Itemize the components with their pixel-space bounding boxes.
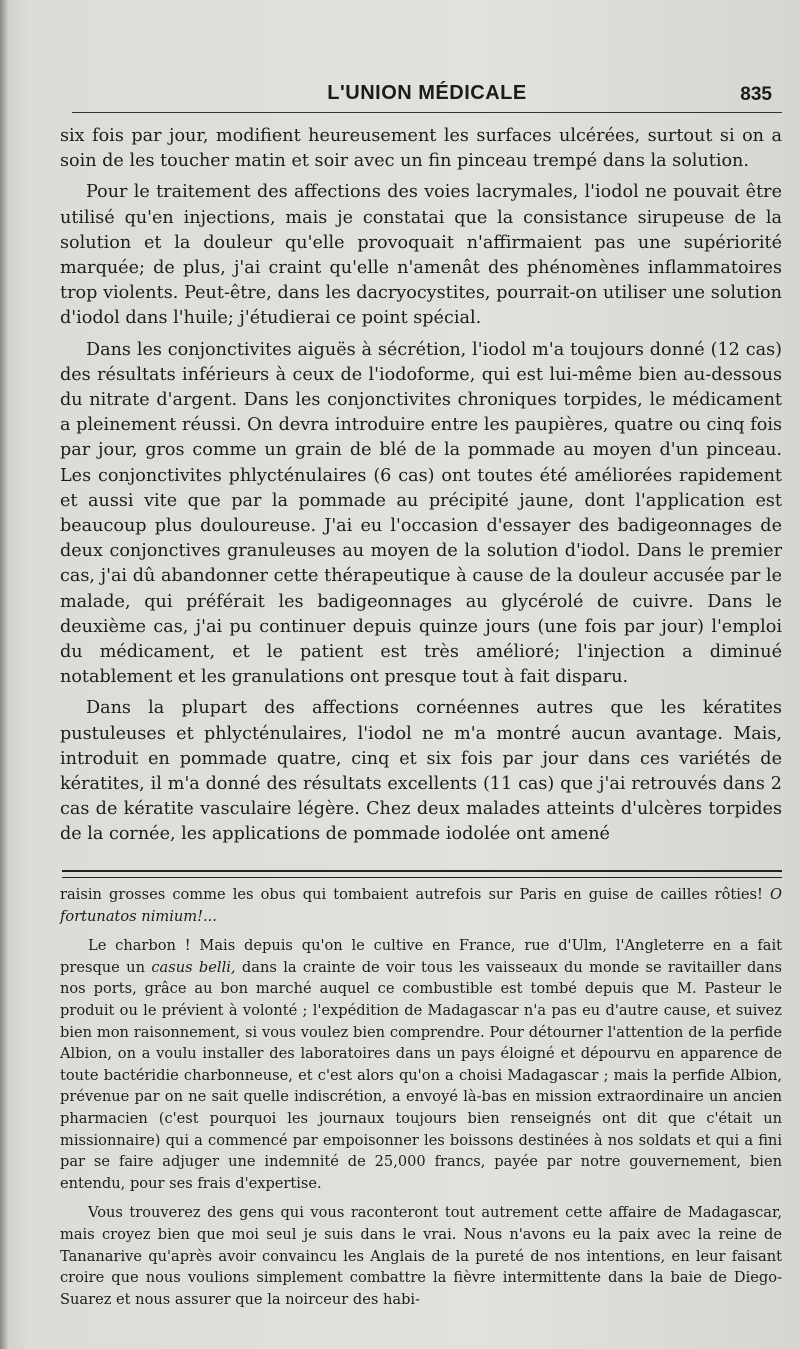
page-number: 835 [740, 84, 772, 105]
paragraph-continuation: six fois par jour, modifient heureusement les surfaces ulcérées, surtout si on a soin de les toucher matin et soir avec un fin pinceau trempé dans la solution. [60, 126, 782, 172]
feuilleton-p1-italic: O fortunatos nimium!... [60, 886, 782, 925]
page-header [72, 82, 782, 112]
feuilleton-paragraph-1 [60, 884, 782, 927]
header-rule [72, 112, 782, 113]
main-text [60, 124, 782, 854]
feuilleton-p2-italic: casus belli, [151, 958, 236, 976]
feuilleton-rule [62, 870, 782, 878]
paragraph-cornea: Dans la plupart des affections cornéennes autres que les kératites pustuleuses et phlycténulaires, l'iodol ne m'a montré aucun avantage. Mais, introduit en pommade quatre, cinq et six fois par jour dans ces variétés de kératites, il m'a donné des résultats excellents (11 cas) que j'ai retrouvés dans 2 cas de kératite vasculaire légère. Chez deux malades atteints d'ulcères torpides de la cornée, les applications de pommade iodolée ont amené [60, 698, 782, 845]
feuilleton-p2-before: Le charbon ! Mais depuis qu'on le cultive en France, rue d'Ulm, l'Angleterre en a fait presque un [60, 937, 782, 976]
feuilleton-p1-text: raisin grosses comme les obus qui tombaient autrefois sur Paris en guise de cailles rôties! [60, 886, 771, 903]
paragraph-conjunctivitis: Dans les conjonctivites aiguës à sécrétion, l'iodol m'a toujours donné (12 cas) des résultats inférieurs à ceux de l'iodoforme, qui est lui-même bien au-dessous du nitrate d'argent. Dans les conjonctivites chroniques torpides, le médicament a pleinement réussi. On devra introduire entre les paupières, quatre ou cinq fois par jour, gros comme un grain de blé de la pommade au moyen d'un pinceau. Les conjonctivites phlycténulaires (6 cas) ont toutes été améliorées rapidement et aussi vite que par la pommade au précipité jaune, dont l'application est beaucoup plus douloureuse. J'ai eu l'occasion d'essayer des badigeonnages de deux conjonctives granuleuses au moyen de la solution d'iodol. Dans le premier cas, j'ai dû abandonner cette thérapeutique à cause de la douleur accusée par le malade, qui préférait les badigeonnages au glycérolé de cuivre. Dans le deuxième cas, j'ai pu continuer depuis quinze jours (une fois par jour) l'emploi du médicament, et le patient est très amélioré; l'injection a diminué notablement et les granulations ont presque tout à fait disparu. [60, 339, 782, 688]
binding-shadow [0, 0, 8, 1349]
paragraph-lacrymal: Pour le traitement des affections des voies lacrymales, l'iodol ne pouvait être utilisé qu'en injections, mais je constatai que la consistance sirupeuse de la solution et la douleur qu'elle provoquait n'affirmaient pas une supériorité marquée; de plus, j'ai craint qu'elle n'amenât des phénomènes inflammatoires trop violents. Peut-être, dans les dacryocystites, pourrait-on utiliser une solution d'iodol dans l'huile; j'étudierai ce point spécial. [60, 182, 782, 329]
running-title: L'UNION MÉDICALE [327, 82, 527, 104]
feuilleton-p2-after: dans la crainte de voir tous les vaisseaux du monde se ravitailler dans nos ports, grâce au bon marché auquel ce combustible est tombé depuis que M. Pasteur le produit ou le prévient à volonté ; l'expédition de Madagascar n'a pas eu d'autre cause, et suivez bien mon raisonnement, si vous voulez bien comprendre. Pour détourner l'attention de la perfide Albion, on a voulu installer des laboratoires dans un pays éloigné et dépourvu en apparence de toute bactéridie charbonneuse, et c'est alors qu'on a choisi Madagascar ; mais la perfide Albion, prévenue par on ne sait quelle indiscrétion, a envoyé là-bas en mission extraordinaire un ancien pharmacien (c'est pourquoi les journaux toujours bien renseignés ont dit que c'était un missionnaire) qui a commencé par empoisonner les boissons destinées à nos soldats et qui a fini par se faire adjuger une indemnité de 25,000 francs, payée par notre gouvernement, bien entendu, pour ses frais d'expertise. [60, 958, 782, 1192]
feuilleton [60, 884, 782, 1318]
feuilleton-paragraph-2 [60, 935, 782, 1194]
feuilleton-paragraph-3: Vous trouverez des gens qui vous raconteront tout autrement cette affaire de Madagascar, mais croyez bien que moi seul je suis dans le vrai. Nous n'avons eu la paix avec la reine de Tananarive qu'après avoir convaincu les Anglais de la pureté de nos intentions, en leur faisant croire que nous voulions simplement combattre la fièvre intermittente dans la baie de Diego-Suarez et nous assurer que la noirceur des habi- [60, 1204, 782, 1308]
